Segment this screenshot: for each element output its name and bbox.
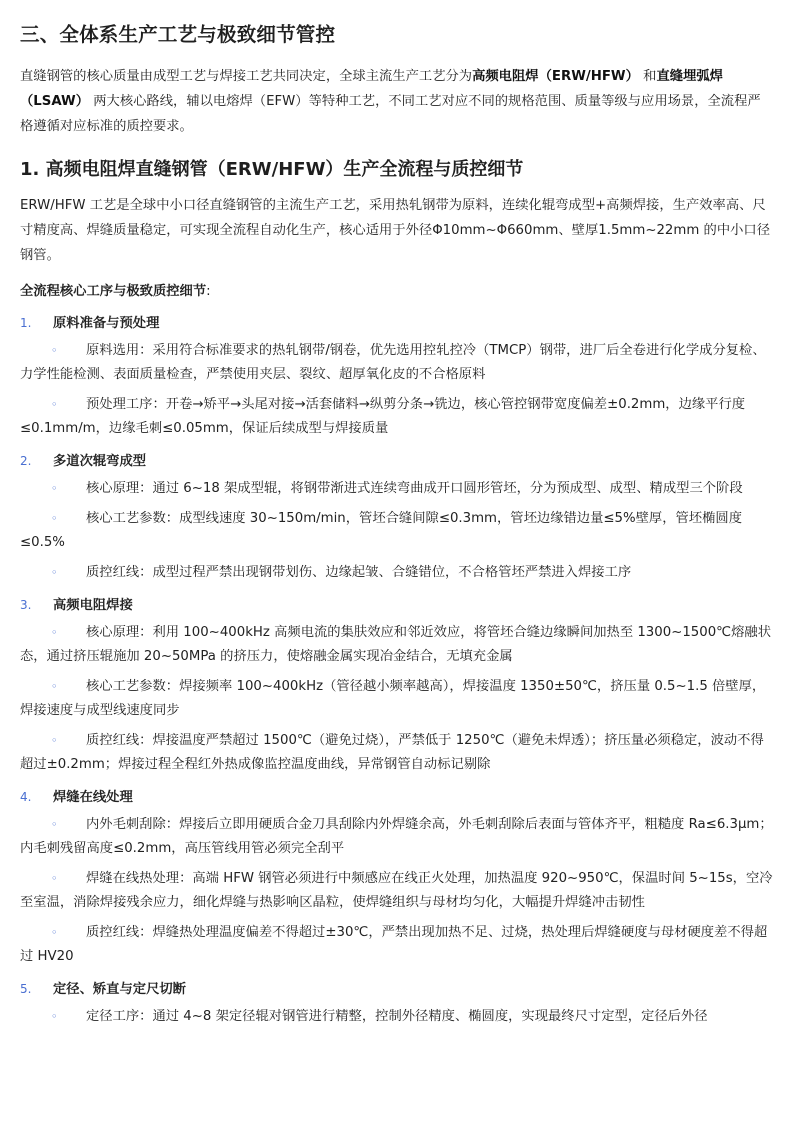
step-detail-text: 核心原理：利用 100~400kHz 高频电流的集肤效应和邻近效应，将管坯合缝边缘瞬间加热至 1300~1500℃熔融状态，通过挤压辊施加 20~50MPa 的挤压力，使熔融金属实现冶金结合，无填充金属 — [20, 625, 771, 664]
step-header — [20, 309, 773, 337]
step-detail-item — [20, 621, 773, 669]
process-step — [20, 975, 773, 1029]
intro-paragraph — [20, 64, 773, 139]
step-detail-item — [20, 729, 773, 777]
step-detail-text: 核心工艺参数：焊接频率 100~400kHz（管径越小频率越高），焊接温度 1350±50℃，挤压量 0.5~1.5 倍壁厚，焊接速度与成型线速度同步 — [20, 679, 766, 718]
step-detail-text: 质控红线：焊接温度严禁超过 1500℃（避免过烧），严禁低于 1250℃（避免未焊透）；挤压量必须稳定，波动不得超过±0.2mm；焊接过程全程红外热成像监控温度曲线，异常钢管自动标记剔除 — [20, 733, 764, 772]
step-header — [20, 447, 773, 475]
step-details-list — [20, 621, 773, 777]
step-detail-item — [20, 675, 773, 723]
step-detail-text: 预处理工序：开卷→矫平→头尾对接→活套储料→纵剪分条→铣边，核心管控钢带宽度偏差±0.2mm，边缘平行度≤0.1mm/m，边缘毛刺≤0.05mm，保证后续成型与焊接质量 — [20, 397, 746, 436]
intro-bold-lsaw: 直缝埋弧焊（LSAW） — [20, 69, 723, 109]
subsection-title: 1. 高频电阻焊直缝钢管（ERW/HFW）生产全流程与质控细节 — [20, 159, 524, 180]
step-details-list — [20, 477, 773, 585]
bullet-icon: ◦ — [51, 566, 58, 579]
intro-text-1: 直缝钢管的核心质量由成型工艺与焊接工艺共同决定，全球主流生产工艺分为 — [20, 69, 473, 84]
step-detail-text: 焊缝在线热处理：高端 HFW 钢管必须进行中频感应在线正火处理，加热温度 920~950℃，保温时间 5~15s，空冷至室温，消除焊接残余应力，细化焊缝与热影响区晶粒，使焊缝组织与母材均匀化，大幅提升焊缝冲击韧性 — [20, 871, 773, 910]
step-detail-item — [20, 867, 773, 915]
step-detail-item — [20, 813, 773, 861]
step-detail-item — [20, 1005, 773, 1029]
bullet-icon: ◦ — [51, 818, 58, 831]
bullet-icon: ◦ — [51, 512, 58, 525]
step-number: 2. — [20, 454, 32, 468]
step-detail-text: 质控红线：成型过程严禁出现钢带划伤、边缘起皱、合缝错位，不合格管坯严禁进入焊接工序 — [86, 565, 632, 580]
bullet-icon: ◦ — [51, 344, 58, 357]
process-step — [20, 309, 773, 441]
step-number: 5. — [20, 982, 32, 996]
step-title: 多道次辊弯成型 — [53, 454, 147, 469]
step-number: 3. — [20, 598, 32, 612]
step-title: 高频电阻焊接 — [53, 598, 133, 613]
step-detail-text: 内外毛刺刮除：焊接后立即用硬质合金刀具刮除内外焊缝余高，外毛刺刮除后表面与管体齐平，粗糙度 Ra≤6.3μm；内毛刺残留高度≤0.2mm，高压管线用管必须完全刮平 — [20, 817, 773, 856]
process-step — [20, 591, 773, 777]
bullet-icon: ◦ — [51, 872, 58, 885]
process-step — [20, 447, 773, 585]
process-lead-text: 全流程核心工序与极致质控细节 — [20, 284, 207, 299]
bullet-icon: ◦ — [51, 398, 58, 411]
step-header — [20, 591, 773, 619]
step-detail-item — [20, 507, 773, 555]
bullet-icon: ◦ — [51, 680, 58, 693]
intro-text-2: 和 — [638, 69, 657, 84]
step-detail-item — [20, 561, 773, 585]
step-title: 焊缝在线处理 — [53, 790, 133, 805]
step-detail-text: 核心原理：通过 6~18 架成型辊，将钢带渐进式连续弯曲成开口圆形管坯，分为预成型、成型、精成型三个阶段 — [86, 481, 743, 496]
step-detail-item — [20, 477, 773, 501]
process-lead-colon: : — [206, 284, 211, 299]
bullet-icon: ◦ — [51, 1010, 58, 1023]
step-header — [20, 783, 773, 811]
step-number: 1. — [20, 316, 32, 330]
bullet-icon: ◦ — [51, 926, 58, 939]
step-detail-item — [20, 339, 773, 387]
step-detail-text: 原料选用：采用符合标准要求的热轧钢带/钢卷，优先选用控轧控冷（TMCP）钢带，进厂后全卷进行化学成分复检、力学性能检测、表面质量检查，严禁使用夹层、裂纹、超厚氧化皮的不合格原料 — [20, 343, 766, 382]
process-lead — [20, 280, 773, 303]
step-detail-text: 质控红线：焊缝热处理温度偏差不得超过±30℃，严禁出现加热不足、过烧，热处理后焊缝硬度与母材硬度差不得超过 HV20 — [20, 925, 768, 964]
step-detail-text: 核心工艺参数：成型线速度 30~150m/min，管坯合缝间隙≤0.3mm，管坯边缘错边量≤5%壁厚，管坯椭圆度≤0.5% — [20, 511, 742, 550]
step-detail-item — [20, 393, 773, 441]
process-step — [20, 783, 773, 969]
process-steps-list — [20, 309, 773, 1029]
step-detail-item — [20, 921, 773, 969]
bullet-icon: ◦ — [51, 482, 58, 495]
step-number: 4. — [20, 790, 32, 804]
intro-text-3: 两大核心路线，辅以电熔焊（EFW）等特种工艺，不同工艺对应不同的规格范围、质量等级与应用场景，全流程严格遵循对应标准的质控要求。 — [20, 94, 761, 134]
bullet-icon: ◦ — [51, 734, 58, 747]
intro-bold-erw: 高频电阻焊（ERW/HFW） — [472, 69, 639, 84]
step-title: 定径、矫直与定尺切断 — [53, 982, 186, 997]
step-header — [20, 975, 773, 1003]
step-title: 原料准备与预处理 — [53, 316, 160, 331]
subsection-intro: ERW/HFW 工艺是全球中小口径直缝钢管的主流生产工艺，采用热轧钢带为原料，连续化辊弯成型+高频焊接，生产效率高、尺寸精度高、焊缝质量稳定，可实现全流程自动化生产，核心适用于外径Φ10mm~Φ660mm、壁厚1.5mm~22mm 的中小口径钢管。 — [20, 198, 771, 263]
step-details-list — [20, 339, 773, 441]
section-title: 三、全体系生产工艺与极致细节管控 — [20, 23, 336, 46]
step-details-list — [20, 1005, 773, 1029]
bullet-icon: ◦ — [51, 626, 58, 639]
step-details-list — [20, 813, 773, 969]
step-detail-text: 定径工序：通过 4~8 架定径辊对钢管进行精整，控制外径精度、椭圆度，实现最终尺寸定型，定径后外径 — [86, 1009, 708, 1024]
